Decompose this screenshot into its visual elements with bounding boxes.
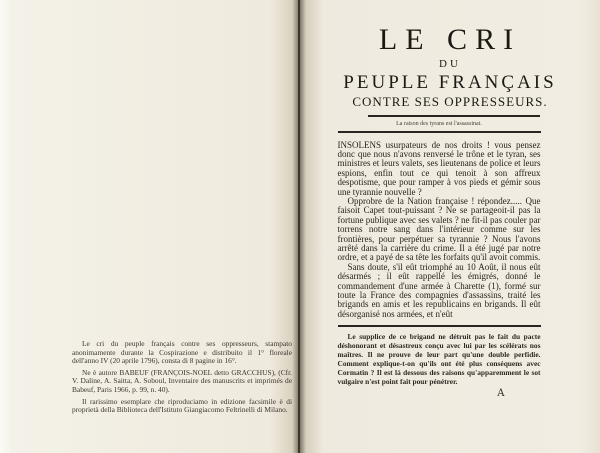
title-du: DU xyxy=(439,58,461,70)
body-paragraph: Opprobre de la Nation française ! répondez..... Que faisoit Capet tout-puissant ? Ne se partageoit-il pas la fortune publique avec ses valets ? ne fit-il pas couler par torrens notre sang dans l'intérieur comme sur les frontières, pour perpétuer sa tyrannie ? Nous l'avons arrêté dans la carrière du crime. Il a été jugé par notre ordre, et a payé de sa tête les forfaits qu'il avoit commis. xyxy=(337,195,541,263)
note-paragraph: Le cri du peuple français contre ses oppresseurs, stampato anonimamente durante la Cospirazione e distribuito il 1° floreale dell'anno IV (20 aprile 1796), consta di 8 pagine in 16°. xyxy=(72,339,292,366)
body-paragraph: Sans doute, s'il eût triomphé au 10 Août, il nous eût désarmés ; il eût rappellé les émigrés, donné le commandement d'une armée à Charette (1), formé sur toute la France des compagnies d'assassins, traité les brigands en amis et les republicains en brigands. Il eût désorganisé nos armées, et n'eût xyxy=(337,261,541,319)
editorial-note xyxy=(72,340,292,418)
title-le-cri: LE CRI xyxy=(378,23,522,56)
divider xyxy=(368,115,540,117)
note-paragraph: Il rarissimo esemplare che riproduciamo in edizione facsimile è di proprietà della Biblioteca dell'Istituto Giangiacomo Feltrinelli di Milano. xyxy=(72,396,292,415)
body-paragraph: INSOLENS usurpateurs de nos droits ! vous pensez donc que nous n'avons renversé le trône et le tyran, ses ministres et leurs valets, ses lieutenans de police et leurs espions, enfin tout ce qui tenoit à son affreux despotisme, que pour ramper à vos pieds et gémir sous une tyrannie nouvelle ? xyxy=(337,139,541,197)
divider xyxy=(338,131,541,133)
divider xyxy=(338,325,541,327)
footnote xyxy=(338,332,541,386)
title-contre-oppresseurs: CONTRE SES OPPRESSEURS. xyxy=(352,94,548,109)
footnote-text: Le supplice de ce brigand ne détruit pas le fait du pacte déshonorant et désastreux conçu avec lui par les scélérats nos maîtres. Il ne prouve de leur part qu'une double perfidie. Comment explique-t-on qu'ils ont été plus conséquens avec Cormatin ? Il est là dessous des raisons qu'apparemment le sot vulgaire n'est point fait pour pénétrer. xyxy=(337,331,541,386)
right-page xyxy=(300,0,600,453)
left-page xyxy=(0,0,298,453)
pamphlet-body xyxy=(338,141,541,320)
note-paragraph: Ne è autore BABEUF (FRANÇOIS-NOEL detto GRACCHUS), (Cfr. V. Daline, A. Saitta, A. Soboul, Inventaire des manuscrits et imprimés de Babeuf, Paris 1966, p. 99, n. 40). xyxy=(72,367,292,394)
text-column xyxy=(338,109,541,400)
signature-mark: A xyxy=(497,387,505,399)
title-peuple-francais: PEUPLE FRANÇAIS xyxy=(343,72,557,93)
motto: La raison des tyrans est l'assassinat. xyxy=(396,121,482,127)
